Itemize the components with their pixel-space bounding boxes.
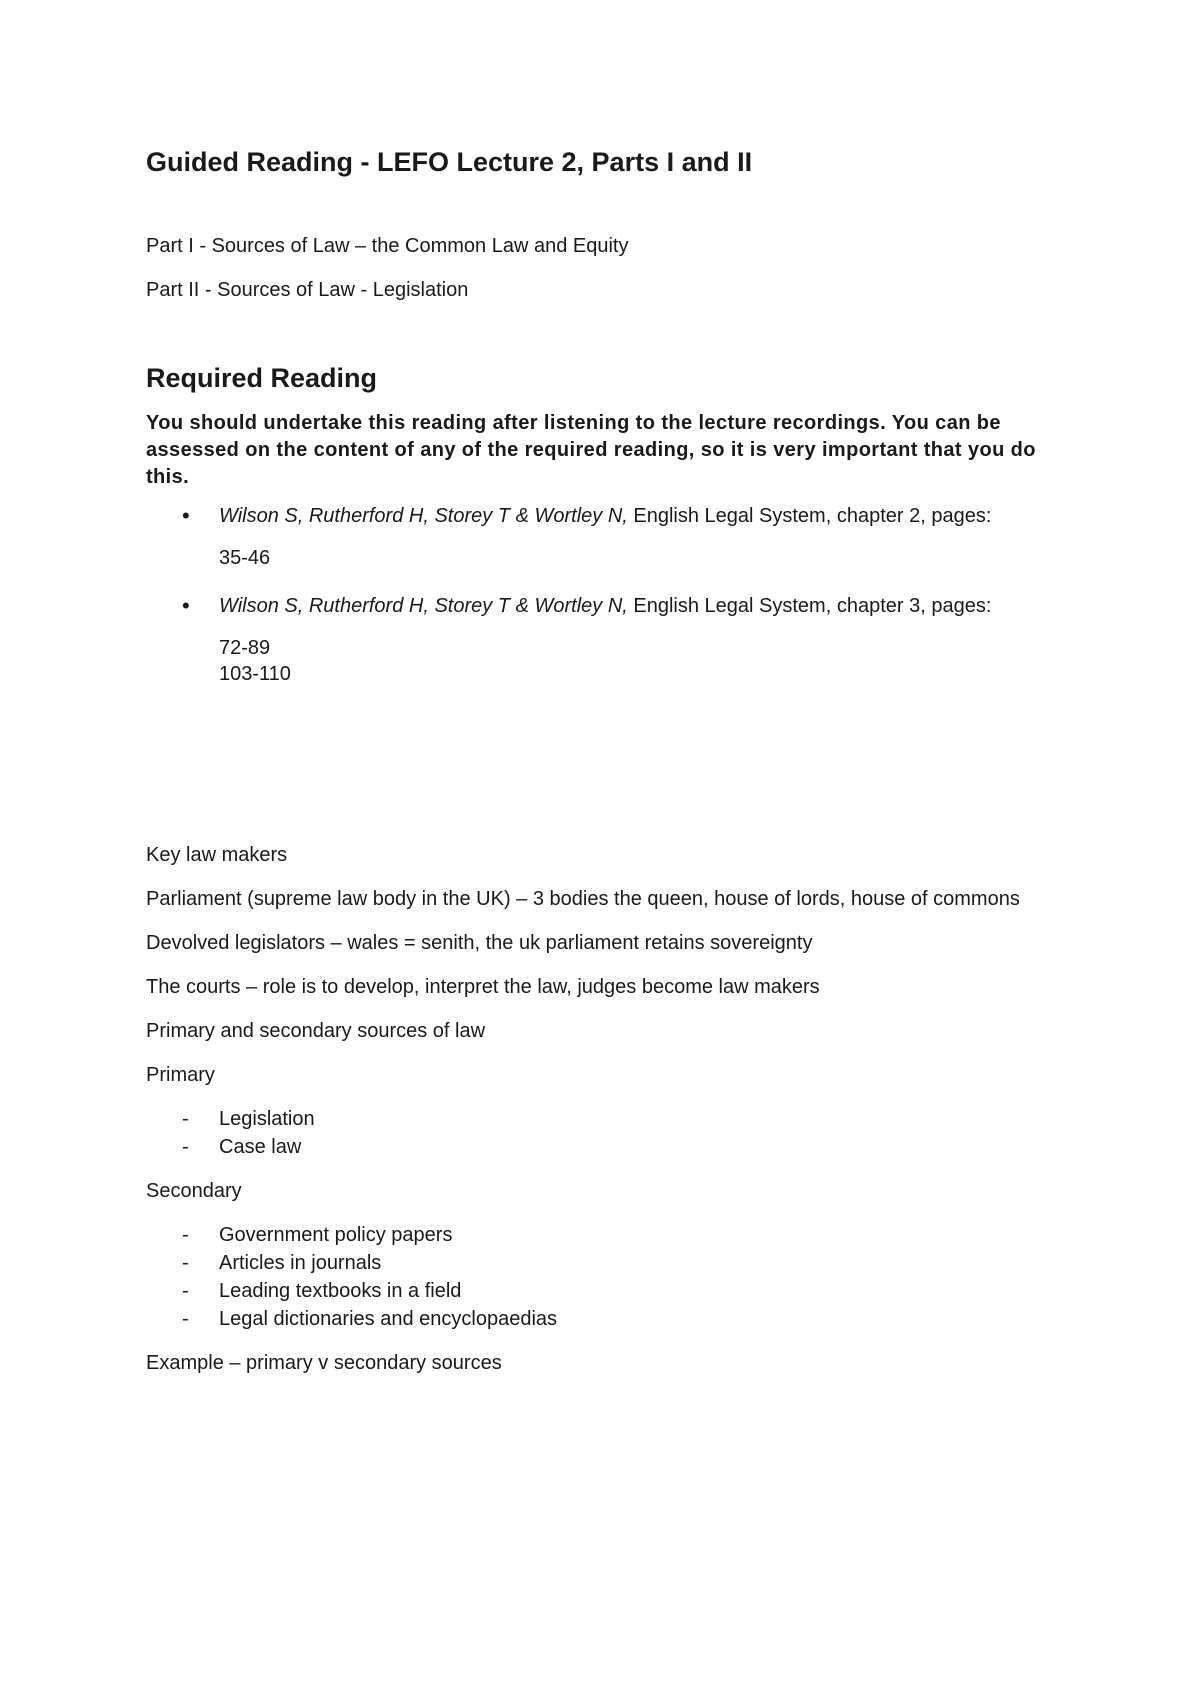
dash-icon: - <box>182 1108 189 1130</box>
list-item: - Legislation <box>146 1105 1066 1133</box>
list-item: - Articles in journals <box>146 1249 1066 1277</box>
document-title: Guided Reading - LEFO Lecture 2, Parts I and II <box>146 147 753 177</box>
parts-block <box>146 232 1066 304</box>
courts-line: The courts – role is to develop, interpret the law, judges become law makers <box>146 976 820 998</box>
dash-icon: - <box>182 1136 189 1158</box>
part-two-line: Part II - Sources of Law - Legislation <box>146 279 469 301</box>
bullet-icon: • <box>182 593 190 618</box>
reading-book: English Legal System, chapter 3, pages: <box>627 595 992 617</box>
part-one-line: Part I - Sources of Law – the Common Law and Equity <box>146 235 629 257</box>
reading-list <box>146 593 1066 619</box>
required-reading-intro: You should undertake this reading after listening to the lecture recordings. You can be assessed on the content of any of the required reading, so it is very important that you do this. <box>146 412 1036 488</box>
blank-space <box>146 709 1066 841</box>
devolved-line: Devolved legislators – wales = senith, the uk parliament retains sovereignty <box>146 932 813 954</box>
primary-list <box>146 1105 1066 1161</box>
list-item: - Leading textbooks in a field <box>146 1277 1066 1305</box>
page-range: 72-89 <box>219 637 271 659</box>
page-range: 103-110 <box>219 663 291 685</box>
reading-item <box>146 593 1066 619</box>
list-item: - Case law <box>146 1133 1066 1161</box>
dash-icon: - <box>182 1280 189 1302</box>
list-item: - Legal dictionaries and encyclopaedias <box>146 1305 1066 1333</box>
reading-authors: Wilson S, Rutherford H, Storey T & Wortley N, <box>219 595 628 617</box>
parliament-line: Parliament (supreme law body in the UK) – 3 bodies the queen, house of lords, house of commons <box>146 888 1020 910</box>
key-law-makers-line: Key law makers <box>146 844 288 866</box>
secondary-list <box>146 1221 1066 1333</box>
list-item: - Government policy papers <box>146 1221 1066 1249</box>
primary-label: Primary <box>146 1064 215 1086</box>
reading-pages <box>146 545 1066 571</box>
dash-icon: - <box>182 1308 189 1330</box>
reading-list <box>146 503 1066 529</box>
bullet-icon: • <box>182 503 190 528</box>
dash-icon: - <box>182 1252 189 1274</box>
reading-pages <box>146 635 1066 687</box>
reading-item <box>146 503 1066 529</box>
document-content <box>146 144 1066 1393</box>
page-range: 35-46 <box>219 547 271 569</box>
sources-line: Primary and secondary sources of law <box>146 1020 486 1042</box>
dash-icon: - <box>182 1224 189 1246</box>
reading-book: English Legal System, chapter 2, pages: <box>627 505 992 527</box>
example-line: Example – primary v secondary sources <box>146 1352 502 1374</box>
secondary-label: Secondary <box>146 1180 242 1202</box>
required-reading-heading: Required Reading <box>146 363 378 393</box>
reading-authors: Wilson S, Rutherford H, Storey T & Wortley N, <box>219 505 628 527</box>
